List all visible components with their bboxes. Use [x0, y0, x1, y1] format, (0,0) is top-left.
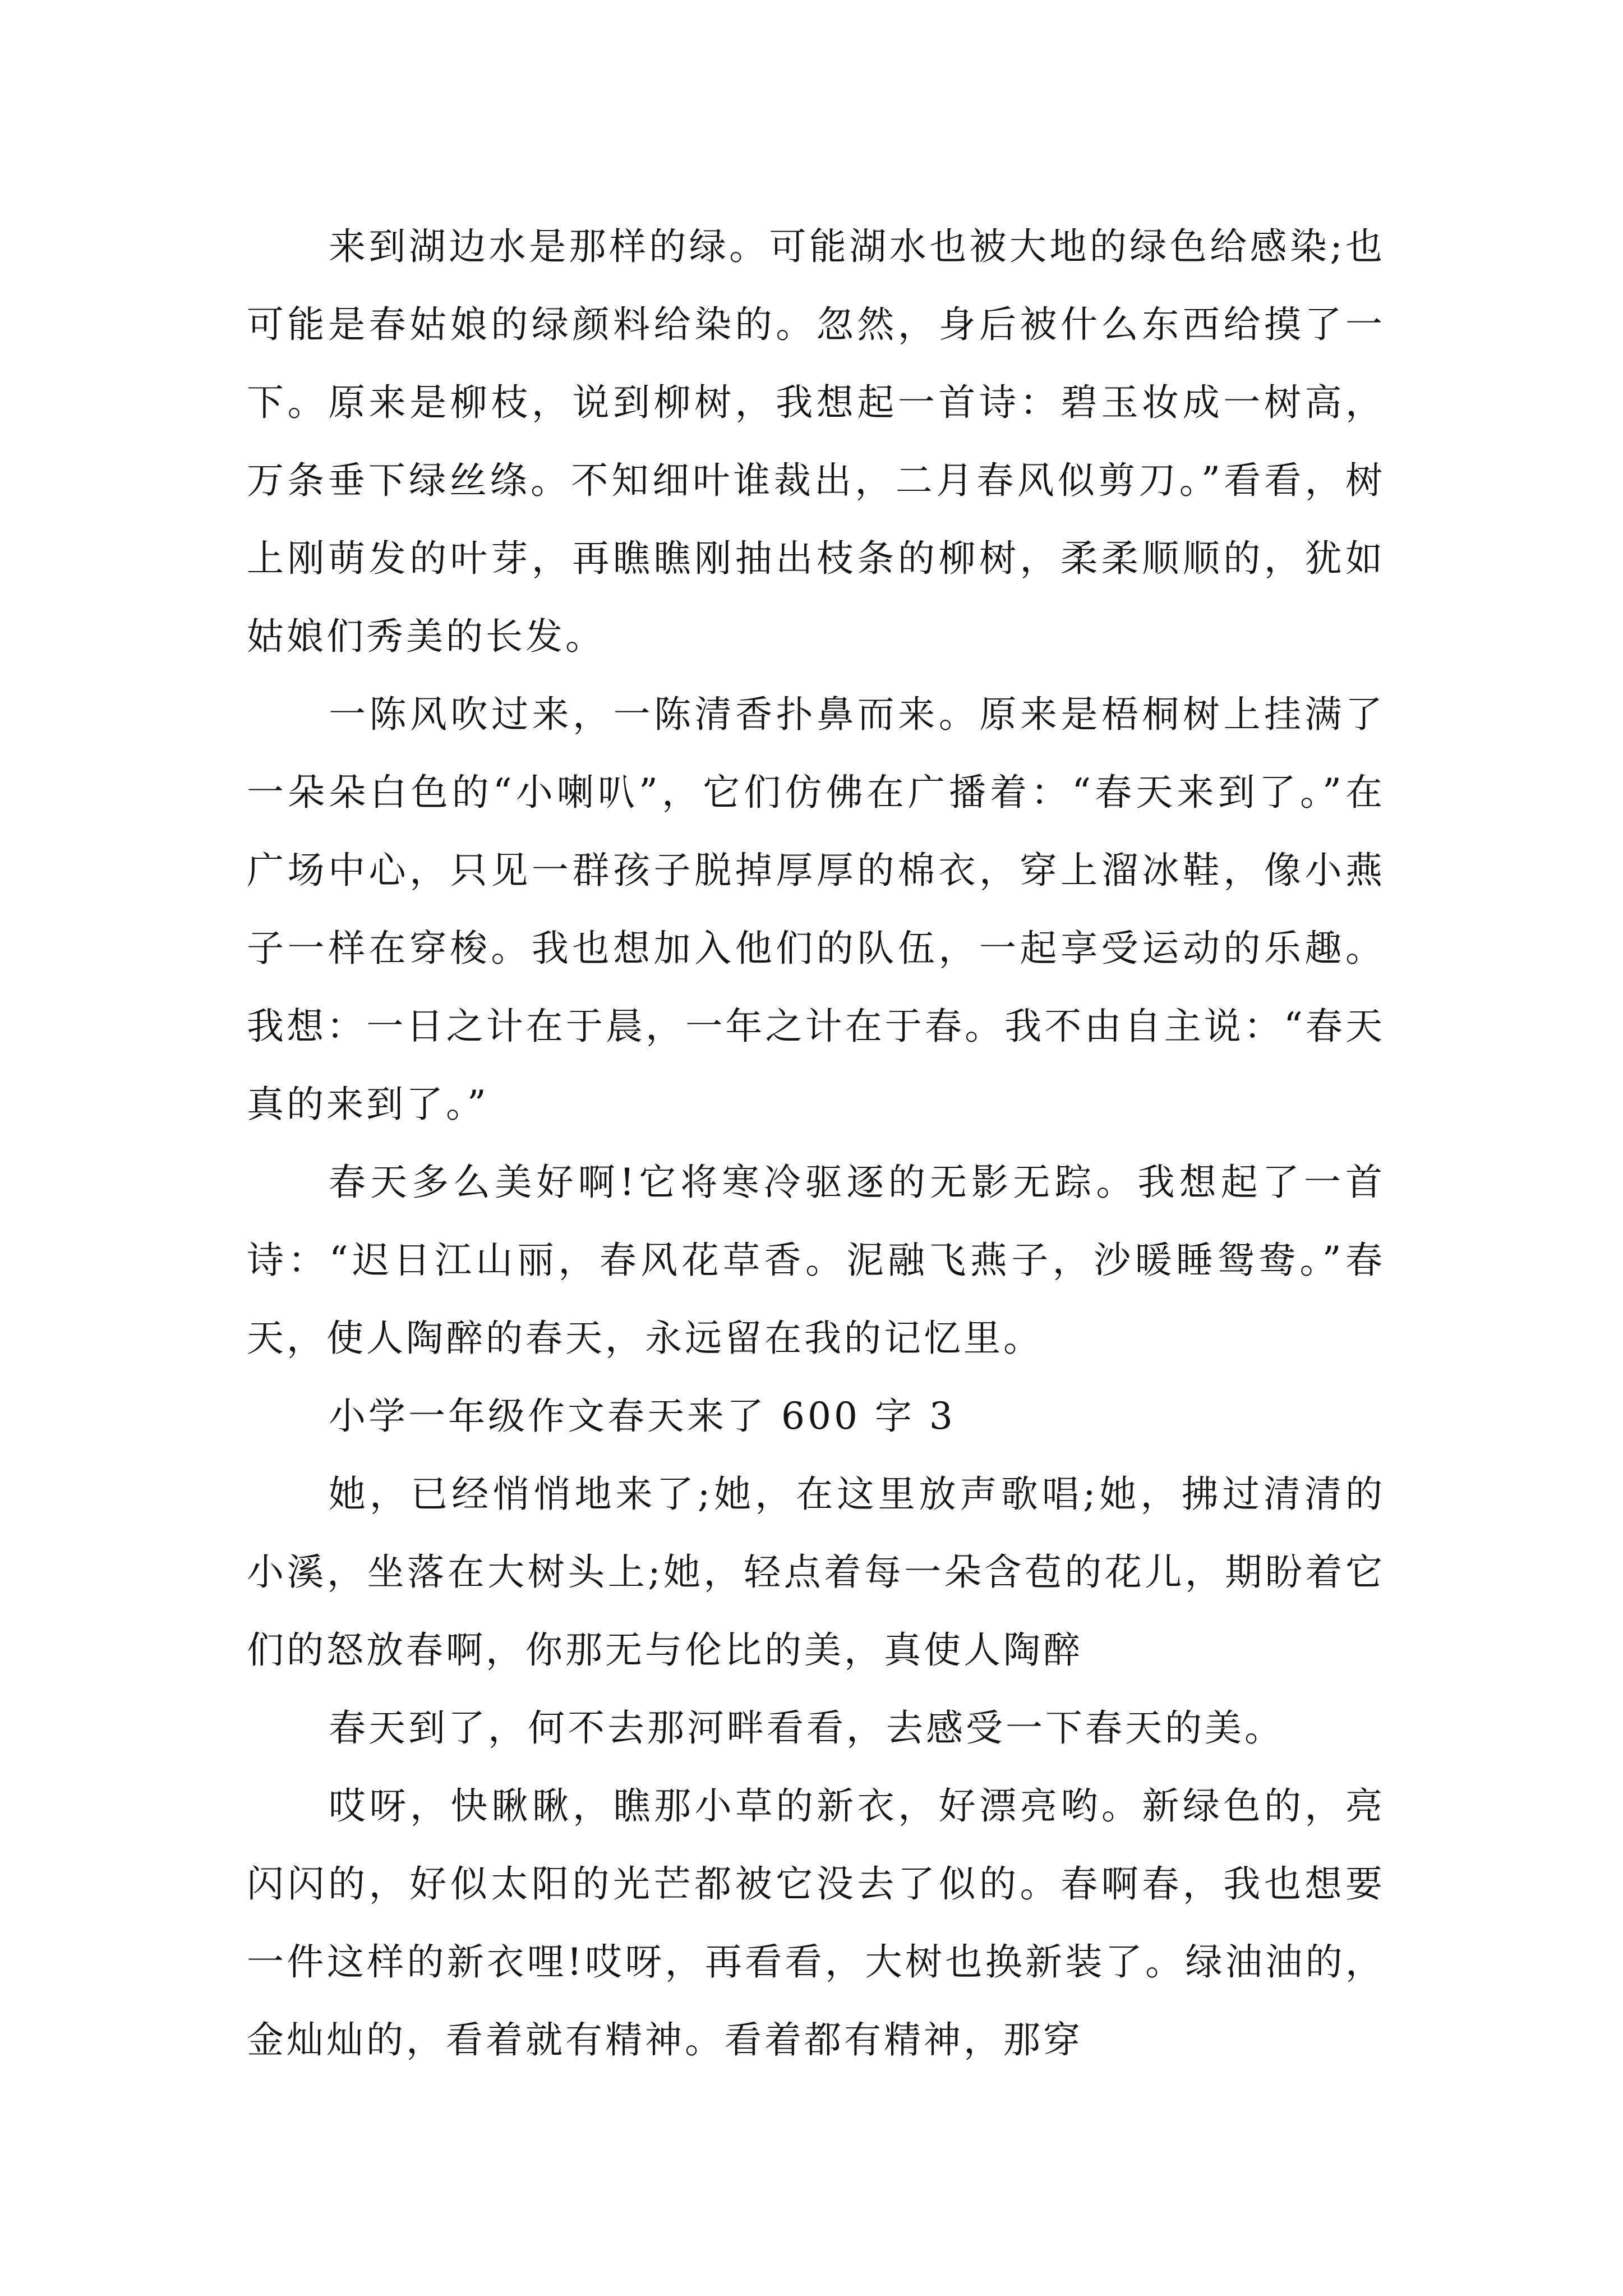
paragraph-she-came: 她，已经悄悄地来了;她，在这里放声歌唱;她，拂过清清的小溪，坐落在大树头上;她，轻点着每一朵含苞的花儿，期盼着它们的怒放春啊，你那无与伦比的美，真使人陶醉: [247, 1473, 1385, 1672]
section-heading: 小学一年级作文春天来了 600 字 3: [329, 1395, 956, 1438]
paragraph-breeze: 一陈风吹过来，一陈清香扑鼻而来。原来是梧桐树上挂满了一朵朵白色的“小喇叭”，它们仿佛在广播着：“春天来到了。”在广场中心，只见一群孩子脱掉厚厚的棉衣，穿上溜冰鞋，像小燕子一样在穿梭。我也想加入他们的队伍，一起享受运动的乐趣。我想：一日之计在于晨，一年之计在于春。我不由自主说：“春天真的来到了。”: [247, 693, 1385, 1126]
paragraph-new-clothes: 哎呀，快瞅瞅，瞧那小草的新衣，好漂亮哟。新绿色的，亮闪闪的，好似太阳的光芒都被它没去了似的。春啊春，我也想要一件这样的新衣哩!哎呀，再看看，大树也换新装了。绿油油的，金灿灿的，看着就有精神。看着都有精神，那穿: [247, 1784, 1385, 2062]
paragraph-spring-beauty: 春天多么美好啊!它将寒冷驱逐的无影无踪。我想起了一首诗：“迟日江山丽，春风花草香。泥融飞燕子，沙暖睡鸳鸯。”春天，使人陶醉的春天，永远留在我的记忆里。: [247, 1161, 1385, 1360]
paragraph-riverside: 春天到了，何不去那河畔看看，去感受一下春天的美。: [329, 1706, 1284, 1750]
document-body: [247, 208, 1385, 2079]
paragraph-willow: 来到湖边水是那样的绿。可能湖水也被大地的绿色给感染;也可能是春姑娘的绿颜料给染的。忽然，身后被什么东西给摸了一下。原来是柳枝，说到柳树，我想起一首诗：碧玉妆成一树高，万条垂下绿丝绦。不知细叶谁裁出，二月春风似剪刀。”看看，树上刚萌发的叶芽，再瞧瞧刚抽出枝条的柳树，柔柔顺顺的，犹如姑娘们秀美的长发。: [247, 225, 1385, 658]
